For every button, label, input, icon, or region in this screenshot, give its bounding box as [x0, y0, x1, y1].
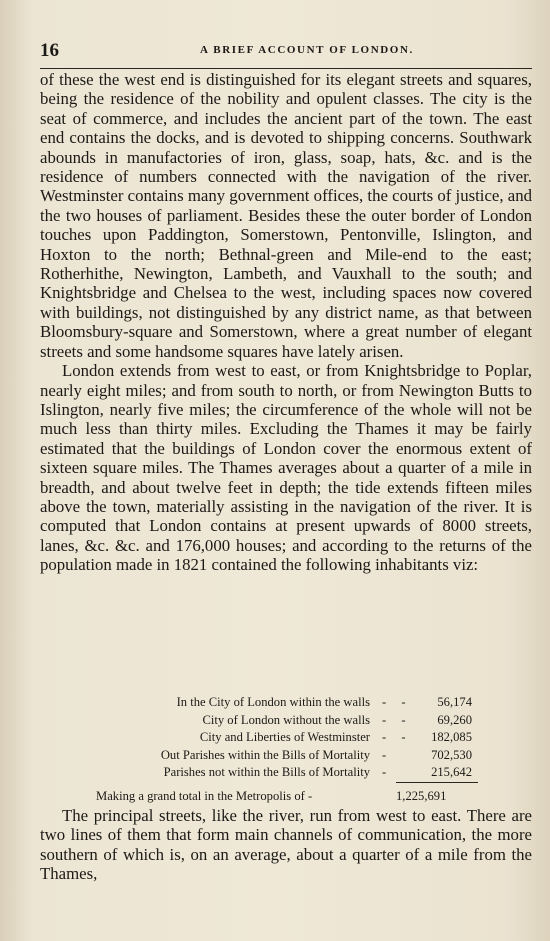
paragraph-2: London extends from west to east, or from Knightsbridge to Poplar, nearly eight miles; and from south to north, or from Newington Butts to Islington, nearly five miles; the circumference of the whole will not be much less than thirty miles. Excluding the Thames it may be fairly estimated that the buildings of London cover the enormous extent of sixteen square miles. The Thames averages about a quarter of a mile in breadth, and about twelve feet in depth; the tide extends fifteen miles above the town, materially assisting in the navigation of the river. It is computed that London contains at present upwards of 8000 streets, lanes, &c. &c. and 176,000 houses; and according to the returns of the population made in 1821 contained the following inhabitants viz: [40, 361, 532, 575]
total-rule [396, 782, 478, 783]
tail-text [40, 806, 532, 884]
grand-total-value: 1,225,691 [396, 789, 447, 803]
population-leader: - - [382, 730, 412, 744]
page-number: 16 [40, 40, 59, 61]
header-rule [40, 68, 532, 69]
population-table [86, 694, 486, 782]
population-leader: - - [382, 695, 412, 709]
population-label: In the City of London within the walls [176, 695, 370, 709]
population-label: City and Liberties of Westminster [199, 730, 370, 744]
population-value: 182,085 [431, 730, 472, 744]
population-row [86, 694, 486, 712]
population-row [86, 747, 486, 765]
body-text [40, 70, 532, 575]
paragraph-1: of these the west end is distinguished for its elegant streets and squares, being the residence of the nobility and opulent classes. The city is the seat of commerce, and includes the ancient part of the town. The east end contains the docks, and is devoted to shipping concerns. Southwark abounds in manufactories of iron, glass, soap, hats, &c. and is the residence of numbers connected with the navigation of the river. Westminster contains many government offices, the courts of justice, and the two houses of parliament. Besides these the outer border of London touches upon Paddington, Somerstown, Pentonville, Islington, and Hoxton to the north; Bethnal-green and Mile-end to the east; Rotherhithe, Newington, Lambeth, and Vauxhall to the south; and Knightsbridge and Chelsea to the west, including spaces now covered with buildings, not distinguished by any district name, as that between Bloomsbury-square and Somerstown, where a great number of elegant streets and some handsome squares have lately arisen. [40, 70, 532, 361]
population-value: 69,260 [437, 712, 472, 727]
population-value: 56,174 [437, 695, 472, 709]
page-header [40, 40, 520, 64]
population-row [86, 729, 486, 747]
population-label: Out Parishes within the Bills of Mortality [160, 747, 370, 762]
population-row [86, 712, 486, 730]
population-value: 702,530 [431, 747, 472, 762]
running-head: A BRIEF ACCOUNT OF LONDON. [200, 44, 414, 56]
grand-total [96, 789, 486, 804]
population-label: City of London without the walls [202, 712, 370, 727]
population-leader: - - [382, 712, 412, 727]
paragraph-3: The principal streets, like the river, run from west to east. There are two lines of them that form main channels of communication, the more southern of which is, on an average, about a quarter of a mile from the Thames, [40, 806, 532, 884]
grand-total-label: Making a grand total in the Metropolis of - [96, 789, 313, 803]
population-value: 215,642 [431, 765, 472, 779]
population-label: Parishes not within the Bills of Mortality [163, 765, 370, 779]
population-row [86, 764, 486, 782]
population-leader: - [382, 765, 393, 779]
population-leader: - [382, 747, 393, 762]
